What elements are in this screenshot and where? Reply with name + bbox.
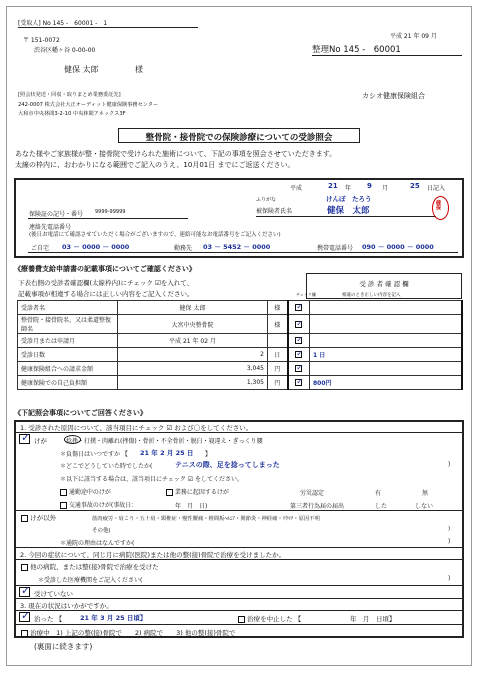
row-check[interactable]	[288, 362, 310, 376]
divider	[15, 547, 463, 548]
injury-date-label: ＊負傷日はいつですか 【	[60, 451, 128, 458]
divider	[256, 216, 436, 217]
q1-text: 1. 受診された原因について、該当項目にチェック ☑ および〇をしてください。	[20, 424, 253, 432]
seal-text: 健保	[435, 200, 441, 210]
third-party-label: 第三者行為届の届出	[290, 503, 345, 510]
return-postal: 242-0007 株式会社大正オーディット健康保険事務センター	[18, 102, 159, 108]
work-injury-option[interactable]: 業務に起因するけが	[166, 487, 229, 496]
commute-option[interactable]: 通勤途中のけが	[60, 487, 111, 496]
cause-label: ＊どこでどうしていた時でしたか(	[60, 463, 153, 470]
reason-label: ＊通院の理由はなんですか(	[60, 540, 135, 547]
row-correction[interactable]: 1 日	[310, 348, 463, 362]
divider	[28, 218, 188, 219]
q2-text: 2. 今回の症状について、同じ月に病院(医院)または他の整(接)骨院で治療を受けましたか。	[20, 551, 286, 559]
cause-value[interactable]: テニスの際、足を捻ってしまった	[175, 461, 280, 469]
row-unit: 様	[268, 315, 288, 334]
injury-checkbox[interactable]	[19, 434, 30, 444]
check-mark-icon[interactable]	[295, 379, 302, 386]
row-check[interactable]	[288, 315, 310, 334]
work-phone[interactable]: 03 － 5452 － 0000	[203, 243, 271, 251]
work-phone-label: 勤務先	[174, 245, 193, 252]
injury-date[interactable]: 21 年 2 月 25 日	[140, 449, 194, 457]
divider	[15, 510, 463, 511]
fill-day[interactable]: 25	[410, 182, 420, 190]
return-label: [照会状発送・回収・取りまとめ業務委託先]	[18, 92, 121, 98]
mobile-phone-label: 携帯電話番号	[317, 245, 354, 252]
q3-healed-label: 治った 【	[34, 615, 63, 623]
row-unit: 日	[268, 348, 288, 362]
card-label: 保険証の記号・番号	[29, 211, 84, 218]
recipient-address: 渋谷区幡ヶ谷 0-00-00	[34, 47, 96, 54]
claim-table	[17, 300, 463, 390]
home-phone-label: ご自宅	[31, 245, 50, 252]
row-check[interactable]	[288, 376, 310, 390]
row-unit: 円	[268, 362, 288, 376]
fill-year-label: 年	[345, 185, 352, 192]
insured-name-label: 被保険者氏名	[256, 208, 293, 215]
q2-none-checkbox[interactable]	[19, 587, 30, 597]
row-correction[interactable]: 800円	[310, 376, 463, 390]
intro-line-1: あなた様やご家族様が整・接骨院で受けられた施術について、下記の事項を照会させていただきます。	[15, 150, 337, 158]
check-mark-icon[interactable]	[295, 351, 302, 358]
row-check[interactable]	[288, 334, 310, 348]
row-unit: 様	[268, 301, 288, 315]
check-mark-icon[interactable]	[295, 365, 302, 372]
receiver-ref: [受取人] No 145 - 60001 - 1	[18, 20, 108, 27]
divider	[312, 55, 462, 56]
section1-instr-2: 記載事項が相違する場合には正しい内容をご記入ください。	[18, 290, 194, 298]
divider	[15, 624, 463, 625]
confirm-header: 受 診 者 確 認 欄	[359, 280, 409, 288]
recipient-name: 健保 太郎	[64, 65, 99, 74]
continue-note: (裏面に続きます)	[34, 642, 93, 651]
diff-col-header: 相違のとき正しい内容を記入	[342, 293, 401, 298]
row-correction[interactable]	[310, 362, 463, 376]
row-unit	[268, 334, 288, 348]
fill-month[interactable]: 9	[367, 182, 372, 190]
q2-option-none: 受けていない	[34, 590, 73, 598]
postal-code: 〒 151-0072	[23, 37, 60, 44]
section1-title: 《療養費支給申請書の記載事項についてご確認ください》	[14, 265, 196, 273]
traffic-date[interactable]: 年 月 日)	[175, 503, 208, 510]
sub-instruction: ＊以下に該当する場合は、該当項目にチェック ☑ をしてください。	[60, 476, 244, 483]
injury-date-end: 】	[205, 451, 212, 458]
table-row	[18, 301, 463, 315]
section1-instr-1: 下表右側の受診者確認欄(太線枠内)にチェック ☑を入れて、	[18, 279, 194, 287]
home-phone[interactable]: 03 － 0000 － 0000	[62, 243, 130, 251]
fill-year[interactable]: 21	[328, 182, 338, 190]
non-injury-option[interactable]: けが以外	[21, 513, 56, 522]
other-misc: その他(	[92, 528, 111, 534]
check-mark-icon[interactable]	[295, 337, 302, 344]
recipient-suffix: 様	[135, 65, 143, 74]
card-number: 9999-99999	[95, 209, 126, 215]
row-label: 受診日数	[18, 348, 118, 362]
rousai-label: 労災認定	[300, 490, 325, 497]
table-row	[18, 334, 463, 348]
reason-end: )	[448, 538, 451, 545]
table-row	[18, 315, 463, 334]
table-row	[18, 362, 463, 376]
cause-end: )	[448, 461, 451, 468]
fill-date-prefix: 平成	[290, 185, 303, 192]
row-correction[interactable]	[310, 315, 463, 334]
furigana-label: ふりがな	[256, 197, 277, 203]
check-mark-icon[interactable]	[295, 321, 302, 328]
divider	[18, 27, 198, 28]
other-misc-end: )	[448, 526, 451, 532]
traffic-option[interactable]: 交通事故のけが(事故日：	[60, 500, 137, 509]
ref-number: 整理No 145 - 60001	[312, 45, 401, 55]
rousai-no[interactable]: 無	[422, 490, 429, 497]
contact-label: 連絡先電話番号	[29, 224, 72, 231]
q3-stopped-date[interactable]: 年 月 日頃】	[350, 615, 396, 623]
q2-option-other[interactable]: 他の病院、または整(接)骨院で治療を受けた	[21, 562, 159, 571]
row-value: 2	[118, 348, 268, 362]
row-label: 整骨院・接骨院名、又は柔道整復師名	[18, 315, 118, 334]
row-correction[interactable]	[310, 301, 463, 315]
q3-stopped-option[interactable]: 治療を中止した 【	[238, 614, 301, 623]
page-title: 整骨院・接骨院での保険診療についての受診照会	[145, 133, 333, 143]
row-unit: 円	[268, 376, 288, 390]
row-check[interactable]	[288, 348, 310, 362]
q3-healed-checkbox[interactable]	[19, 612, 30, 622]
issue-date: 平成 21 年 09 月	[390, 33, 437, 40]
row-value: 大宮中央整骨院	[118, 315, 268, 334]
q3-ongoing-option[interactable]: 治療中 1) 上記の整(接)骨院で 2) 病院で 3) 他の整(接)骨院で	[21, 628, 235, 637]
third-party-did[interactable]: した	[375, 503, 388, 510]
injury-label: けが	[34, 437, 47, 445]
row-value: 3,045	[118, 362, 268, 376]
row-label: 受診月または申請月	[18, 334, 118, 348]
row-label: 健康保険での自己負担額	[18, 376, 118, 390]
row-correction[interactable]	[310, 334, 463, 348]
divider	[15, 585, 463, 586]
check-mark-icon[interactable]	[295, 304, 302, 311]
fill-day-label: 日記入	[427, 185, 446, 192]
divider	[28, 252, 458, 253]
contact-note: (後日お電話にて確認させていただく場合がございますので、連絡可能なお電話番号をご記入ください)	[29, 232, 281, 238]
furigana-value[interactable]: けんぽ たろう	[326, 195, 372, 203]
row-label: 健康保険組合への請求金額	[18, 362, 118, 376]
row-value: 1,305	[118, 376, 268, 390]
section2-title: 《下記照会事項についてご回答ください》	[14, 409, 147, 417]
table-row	[18, 348, 463, 362]
row-value: 平成 21 年 02 月	[118, 334, 268, 348]
row-label: 受診者名	[18, 301, 118, 315]
rousai-yes[interactable]: 有	[375, 490, 382, 497]
table-row	[18, 376, 463, 390]
divider	[15, 610, 463, 611]
check-col-header: チェック欄	[296, 292, 316, 297]
row-check[interactable]	[288, 301, 310, 315]
mobile-phone[interactable]: 090 － 0000 － 0000	[362, 243, 434, 251]
return-address: 大和市中央林間3-2-10 中央林間アネックス3F	[18, 111, 126, 117]
insurer-name: カシオ健康保険組合	[362, 92, 425, 100]
row-value: 健保 太郎	[118, 301, 268, 315]
q3-healed-date[interactable]: 21 年 3 月 25 日頃】	[80, 614, 147, 622]
intro-line-2: 太線の枠内に、おわかりになる範囲でご記入のうえ、10月01日 までにご返送ください。	[15, 161, 295, 169]
injury-types: 捻挫・打撲・肉離れ(挫傷)・骨折・不全骨折・脱臼・寝違え・ぎっくり腰	[66, 438, 263, 445]
q2-sub-end: )	[448, 575, 451, 582]
fill-month-label: 月	[382, 185, 389, 192]
insured-name[interactable]: 健保 太郎	[327, 206, 370, 216]
q2-sub-label: ＊受診した医療機関をご記入ください(	[38, 577, 143, 584]
third-party-didnot[interactable]: しない	[415, 503, 434, 510]
q3-text: 3. 現在の状況はいかがですか。	[20, 602, 113, 610]
divider	[15, 598, 463, 599]
divider	[15, 559, 463, 560]
divider	[15, 432, 463, 433]
non-injury-types: 筋肉疲労・肩こり・五十肩・頸椎症・慢性腰痛・椎間板ﾍﾙﾆｱ・関節炎・神経痛・ﾘｳﾏﾁ・原因不明	[92, 516, 320, 522]
